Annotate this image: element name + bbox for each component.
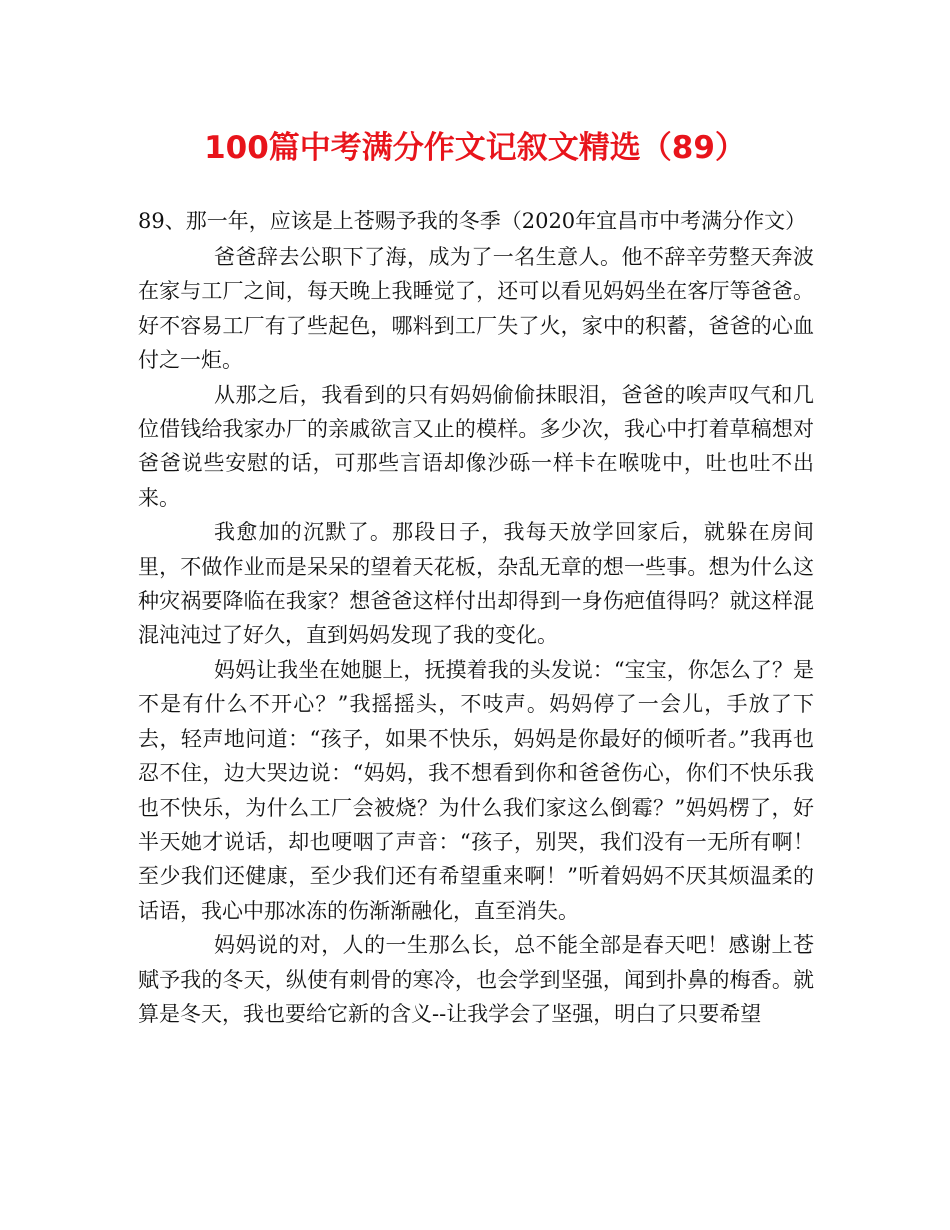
- essay-heading: 89、那一年，应该是上苍赐予我的冬季（2020年宜昌市中考满分作文）: [138, 209, 807, 233]
- paragraph-5: 妈妈说的对，人的一生那么长，总不能全部是春天吧！感谢上苍赋予我的冬天，纵使有刺骨的寒冷，也会学到坚强，闻到扑鼻的梅香。就算是冬天，我也要给它新的含义--让我学会了坚强，明白了只要希望: [138, 933, 814, 1026]
- paragraph-1: 爸爸辞去公职下了海，成为了一名生意人。他不辞辛劳整天奔波在家与工厂之间，每天晚上我睡觉了，还可以看见妈妈坐在客厅等爸爸。好不容易工厂有了些起色，哪料到工厂失了火，家中的积蓄，爸爸的心血付之一炬。: [138, 245, 814, 373]
- paragraph-4: 妈妈让我坐在她腿上，抚摸着我的头发说：“宝宝，你怎么了？是不是有什么不开心？”我摇摇头，不吱声。妈妈停了一会儿，手放了下去，轻声地问道：“孩子，如果不快乐，妈妈是你最好的倾听者。”我再也忍不住，边大哭边说：“妈妈，我不想看到你和爸爸伤心，你们不快乐我也不快乐，为什么工厂会被烧？为什么我们家这么倒霉？”妈妈楞了，好半天她才说话，却也哽咽了声音：“孩子，别哭，我们没有一无所有啊！至少我们还健康，至少我们还有希望重来啊！”听着妈妈不厌其烦温柔的话语，我心中那冰冻的伤渐渐融化，直至消失。: [138, 657, 814, 923]
- document-body: [138, 204, 814, 1031]
- paragraph-3: 我愈加的沉默了。那段日子，我每天放学回家后，就躲在房间里，不做作业而是呆呆的望着天花板，杂乱无章的想一些事。想为什么这种灾祸要降临在我家？想爸爸这样付出却得到一身伤疤值得吗？就这样混混沌沌过了好久，直到妈妈发现了我的变化。: [138, 520, 814, 648]
- document-title: 100篇中考满分作文记叙文精选（89）: [204, 130, 746, 166]
- paragraph-2: 从那之后，我看到的只有妈妈偷偷抹眼泪，爸爸的唉声叹气和几位借钱给我家办厂的亲戚欲言又止的模样。多少次，我心中打着草稿想对爸爸说些安慰的话，可那些言语却像沙砾一样卡在喉咙中，吐也吐不出来。: [138, 382, 814, 510]
